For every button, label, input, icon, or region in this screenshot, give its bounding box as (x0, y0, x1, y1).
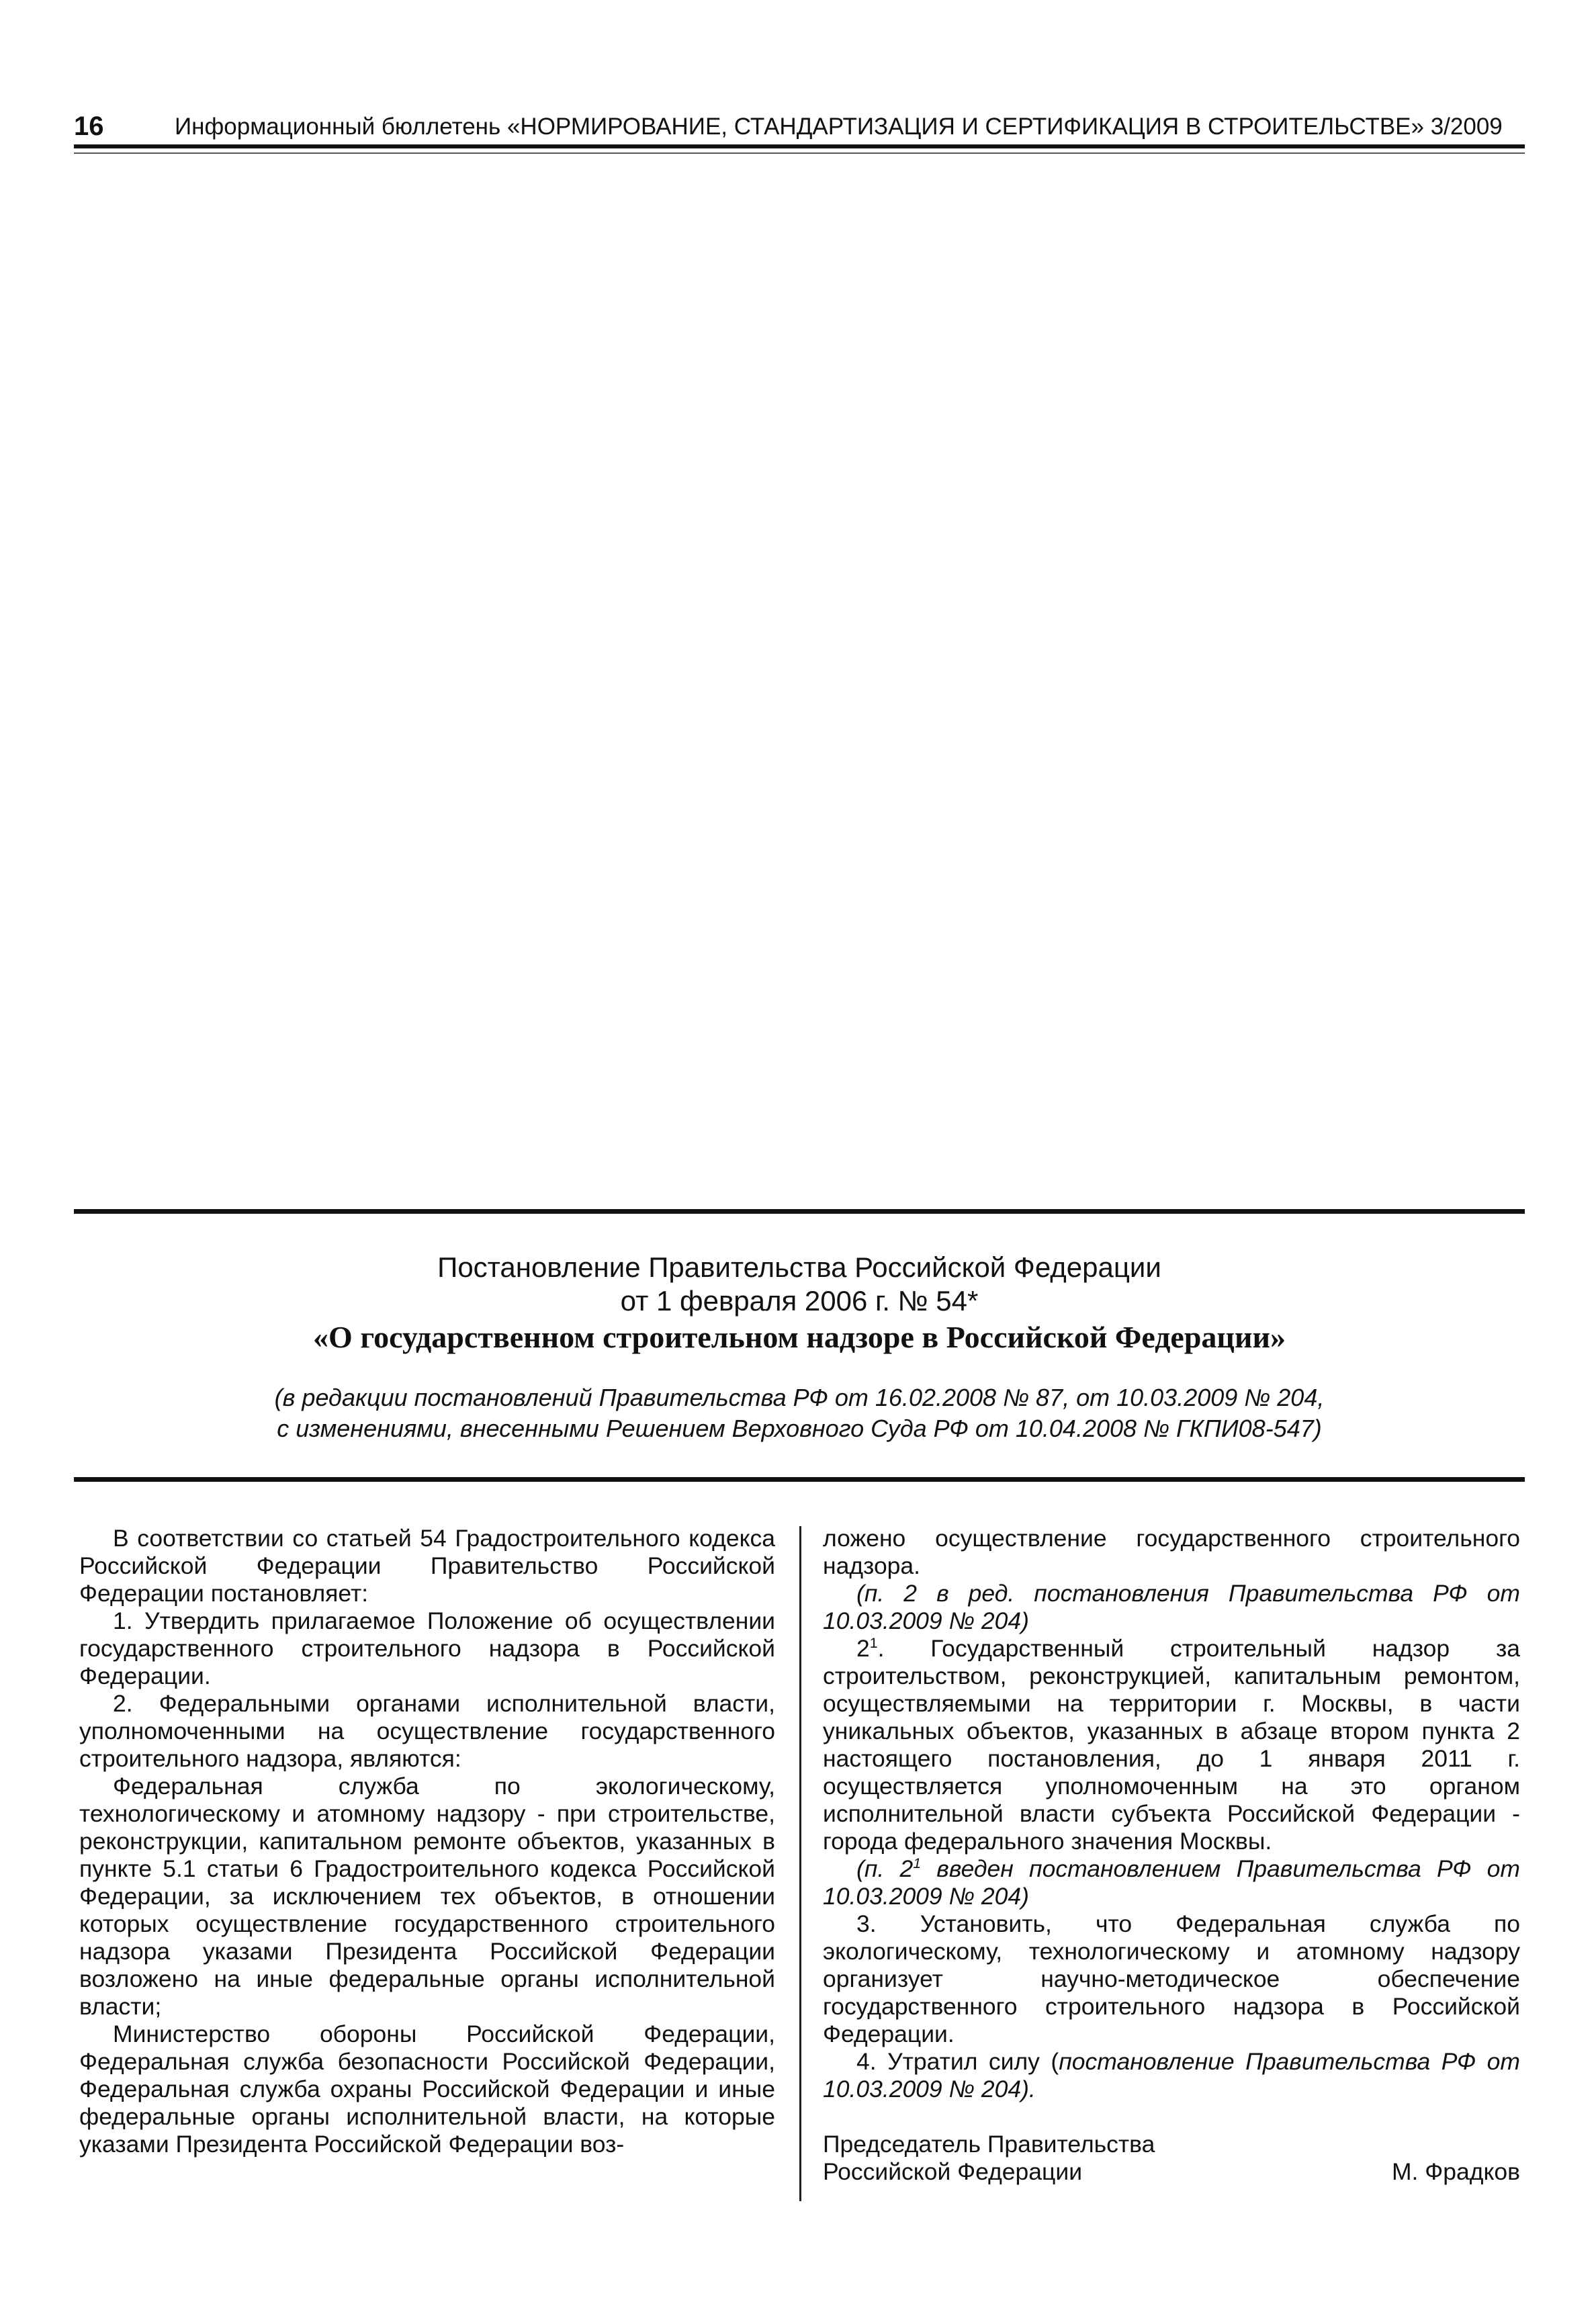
amendment-note: (п. $2^1$ введен постановлением Правительства РФ от 10.03.2009 № 204) (823, 1855, 1520, 1910)
title-line-1: Постановление Правительства Российской Федерации (437, 1251, 1161, 1283)
editions-line-2: с изменениями, внесенными Решением Верховного Суда РФ от 10.04.2008 № ГКПИ08-547) (277, 1415, 1322, 1442)
clause-superscript: 1 (869, 1635, 878, 1652)
clause-text: . Государственный строительный надзор за строительством, реконструкцией, капитальным ремонтом, осуществляемыми на территории г. Москвы, в части уникальных объектов, указанных в абзаце втором пункта 2 настоящего постановления, до 1 января 2011 г. осуществляется уполномоченным на это органом исполнительной власти субъекта Российской Федерации - города федерального значения Москвы. (823, 1635, 1520, 1855)
paragraph: В соответствии со статьей 54 Градостроительного кодекса Российской Федерации Правительство Российской Федерации постановляет: (79, 1525, 775, 1607)
paragraph (823, 1635, 1520, 1855)
editions-line-1: (в редакции постановлений Правительства РФ от 16.02.2008 № 87, от 10.03.2009 № 204, (274, 1384, 1325, 1411)
paragraph: Министерство обороны Российской Федерации, Федеральная служба безопасности Российской Федерации, Федеральная служба охраны Российской Федерации и иные федеральные органы исполнительной власти, на которые указами Президента Российской Федерации воз- (79, 2021, 775, 2158)
paragraph: Федеральная служба по экологическому, технологическому и атомному надзору - при строительстве, реконструкции, капитальном ремонте объектов, указанных в пункте 5.1 статьи 6 Градостроительного кодекса Российской Федерации, за исключением тех объектов, в отношении которых осуществление государственного строительного надзора указами Президента Российской Федерации возложено на иные федеральные органы исполнительной власти; (79, 1773, 775, 2020)
paragraph: 3. Установить, что Федеральная служба по экологическому, технологическому и атомному надзору организует научно-методическое обеспечение государственного строительного надзора в Российской Федерации. (823, 1910, 1520, 2047)
signatory-title-2: Российской Федерации (823, 2158, 1083, 2185)
editions-note (74, 1382, 1525, 1444)
document-title (74, 1251, 1525, 1357)
paragraph: 2. Федеральными органами исполнительной власти, уполномоченными на осуществление государственного строительного надзора, являются: (79, 1690, 775, 1772)
left-column (79, 1525, 775, 2158)
title-line-2: от 1 февраля 2006 г. № 54* (620, 1285, 979, 1317)
title-rule-bottom (74, 1477, 1525, 1482)
signatory-name: М. Фрадков (1391, 2158, 1520, 2185)
signatory-title-1: Председатель Правительства (823, 2131, 1155, 2158)
page-number: 16 (74, 112, 104, 141)
signature-block (823, 2131, 1520, 2186)
header-rule-thin (74, 152, 1525, 154)
amendment-note: (п. 2 в ред. постановления Правительства РФ от 10.03.2009 № 204) (823, 1580, 1520, 1634)
header-rule (74, 144, 1525, 148)
paragraph: 1. Утвердить прилагаемое Положение об осуществлении государственного строительного надзора в Российской Федерации. (79, 1607, 775, 1689)
column-divider (799, 1526, 801, 2201)
title-rule-top (74, 1209, 1525, 1214)
clause-number: 2 (856, 1635, 870, 1662)
right-column (823, 1525, 1520, 2186)
paragraph: ложено осуществление государственного строительного надзора. (823, 1525, 1520, 1579)
running-title: Информационный бюллетень «НОРМИРОВАНИЕ, СТАНДАРТИЗАЦИЯ И СЕРТИФИКАЦИЯ В СТРОИТЕЛЬСТВЕ» 3/2009 (175, 114, 1503, 140)
paragraph: 4. Утратил силу (постановление Правительства РФ от 10.03.2009 № 204). (823, 2048, 1520, 2102)
title-line-3: «О государственном строительном надзоре в Российской Федерации» (313, 1320, 1286, 1354)
